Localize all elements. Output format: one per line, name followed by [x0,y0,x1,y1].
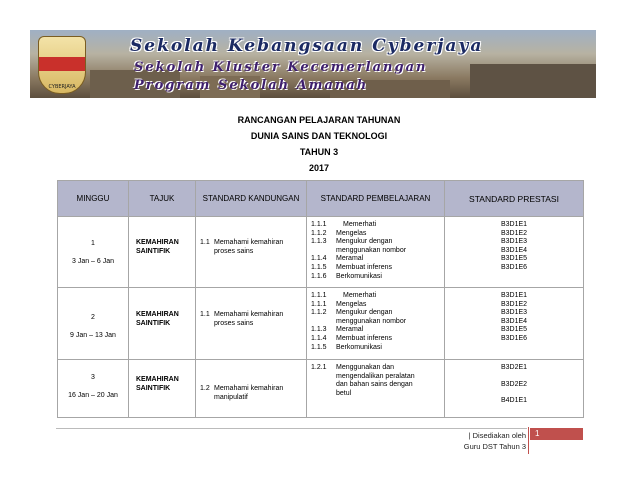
footer-accent-divider [528,427,529,454]
performance-code: B3D2E1 [500,364,528,371]
learning-standard-item: mengendalikan peralatan [336,372,415,380]
performance-standard-cell [445,217,584,288]
content-standard-text: Memahami kemahiran [214,311,284,318]
learning-standard-item: betul [336,389,352,397]
content-standard-number: 1.2 [200,385,210,392]
school-banner [30,30,596,98]
performance-code: B3D1E6 [500,263,528,271]
topic-line-2: SAINTIFIK [136,384,171,392]
performance-code: B3D1E3 [500,309,528,317]
performance-code: B3D1E1 [500,221,528,228]
banner-subtitle-programme: Program Sekolah Amanah [134,78,369,93]
performance-code: B3D1E5 [500,326,528,334]
yearly-plan-table [57,180,584,418]
content-standard-number: 1.1 [200,239,210,246]
header-tajuk: TAJUK [129,181,196,217]
performance-code: B3D1E4 [500,246,528,254]
learning-standard-item: 1.1.5 Berkomunikasi [311,343,382,351]
content-standard-text-cont: proses sains [214,319,254,327]
content-standard-text: Memahami kemahiran [214,239,284,246]
performance-code: B3D2E2 [500,380,528,388]
performance-code: B3D1E5 [500,255,528,263]
heading-line-3: TAHUN 3 [299,147,339,157]
learning-standard-item: 1.1.5 Membuat inferens [311,263,393,271]
learning-standard-item: 1.2.1 Menggunakan dan [311,364,394,371]
content-standard-text-cont: proses sains [214,247,254,255]
content-standard-cell [196,217,307,288]
topic-line-2: SAINTIFIK [136,319,171,327]
performance-code: B3D1E1 [500,292,528,299]
week-number: 3 [91,374,95,381]
page-number: 1 [535,429,540,438]
week-dates: 9 Jan – 13 Jan [70,332,116,339]
week-dates: 16 Jan – 20 Jan [68,392,118,399]
week-cell [58,217,129,288]
footer-author: Guru DST Tahun 3 [463,442,526,451]
footer-divider [56,428,527,429]
heading-line-4: 2017 [308,163,330,173]
content-standard-number: 1.1 [200,311,210,318]
learning-standard-cell [307,360,445,418]
learning-standard-cell [307,288,445,360]
week-number: 2 [91,314,95,321]
table-row [58,360,584,418]
banner-subtitle-cluster: Sekolah Kluster Kecemerlangan [134,60,428,75]
heading-line-2: DUNIA SAINS DAN TEKNOLOGI [250,131,388,141]
week-cell [58,288,129,360]
learning-standard-item: 1.1.2 Mengelas [311,229,367,237]
topic-cell [129,288,196,360]
content-standard-text: Memahami kemahiran [214,385,284,392]
learning-standard-item: dan bahan sains dengan [336,381,413,389]
topic-line-1: KEMAHIRAN [136,239,179,246]
header-standard-kandungan: STANDARD KANDUNGAN [196,181,307,217]
performance-standard-cell [445,288,584,360]
learning-standard-cell [307,217,445,288]
learning-standard-item: menggunakan nombor [336,317,407,325]
performance-code: B3D1E6 [500,334,528,342]
week-cell [58,360,129,418]
learning-standard-item: menggunakan nombor [336,246,407,254]
performance-code: B3D1E2 [500,300,528,308]
content-standard-cell [196,288,307,360]
table-row [58,217,584,288]
topic-cell [129,360,196,418]
heading-line-1: RANCANGAN PELAJARAN TAHUNAN [237,115,401,125]
performance-code: B3D1E4 [500,317,528,325]
learning-standard-item: 1.1.6 Berkomunikasi [311,272,382,280]
performance-code: B3D1E2 [500,229,528,237]
performance-code: B4D1E1 [500,397,528,405]
learning-standard-item: 1.1.1 Memerhati [311,221,377,228]
table-row [58,288,584,360]
performance-standard-cell [445,360,584,418]
topic-line-1: KEMAHIRAN [136,311,179,318]
header-standard-pembelajaran: STANDARD PEMBELAJARAN [307,181,445,217]
content-standard-cell [196,360,307,418]
learning-standard-item: 1.1.1 Memerhati [311,292,377,299]
banner-school-name: Sekolah Kebangsaan Cyberjaya [130,36,484,56]
week-number: 1 [91,240,95,247]
learning-standard-item: 1.1.4 Membuat inferens [311,334,393,342]
topic-line-1: KEMAHIRAN [136,376,179,383]
topic-line-2: SAINTIFIK [136,247,171,255]
content-standard-text-cont: manipulatif [214,393,248,401]
week-dates: 3 Jan – 6 Jan [71,258,115,265]
header-standard-prestasi: STANDARD PRESTASI [445,181,584,217]
topic-cell [129,217,196,288]
learning-standard-item: 1.1.4 Meramal [311,255,364,263]
learning-standard-item: 1.1.3 Meramal [311,326,364,334]
table-header-row [58,181,584,217]
school-crest-logo: CYBERJAYA [38,36,86,94]
performance-code: B3D1E3 [500,238,528,246]
header-minggu: MINGGU [58,181,129,217]
footer-prepared-by: | Disediakan oleh [468,431,526,440]
learning-standard-item: 1.1.1 Mengelas [311,300,367,308]
learning-standard-item: 1.1.3 Mengukur dengan [311,238,393,246]
learning-standard-item: 1.1.2 Mengukur dengan [311,309,393,317]
